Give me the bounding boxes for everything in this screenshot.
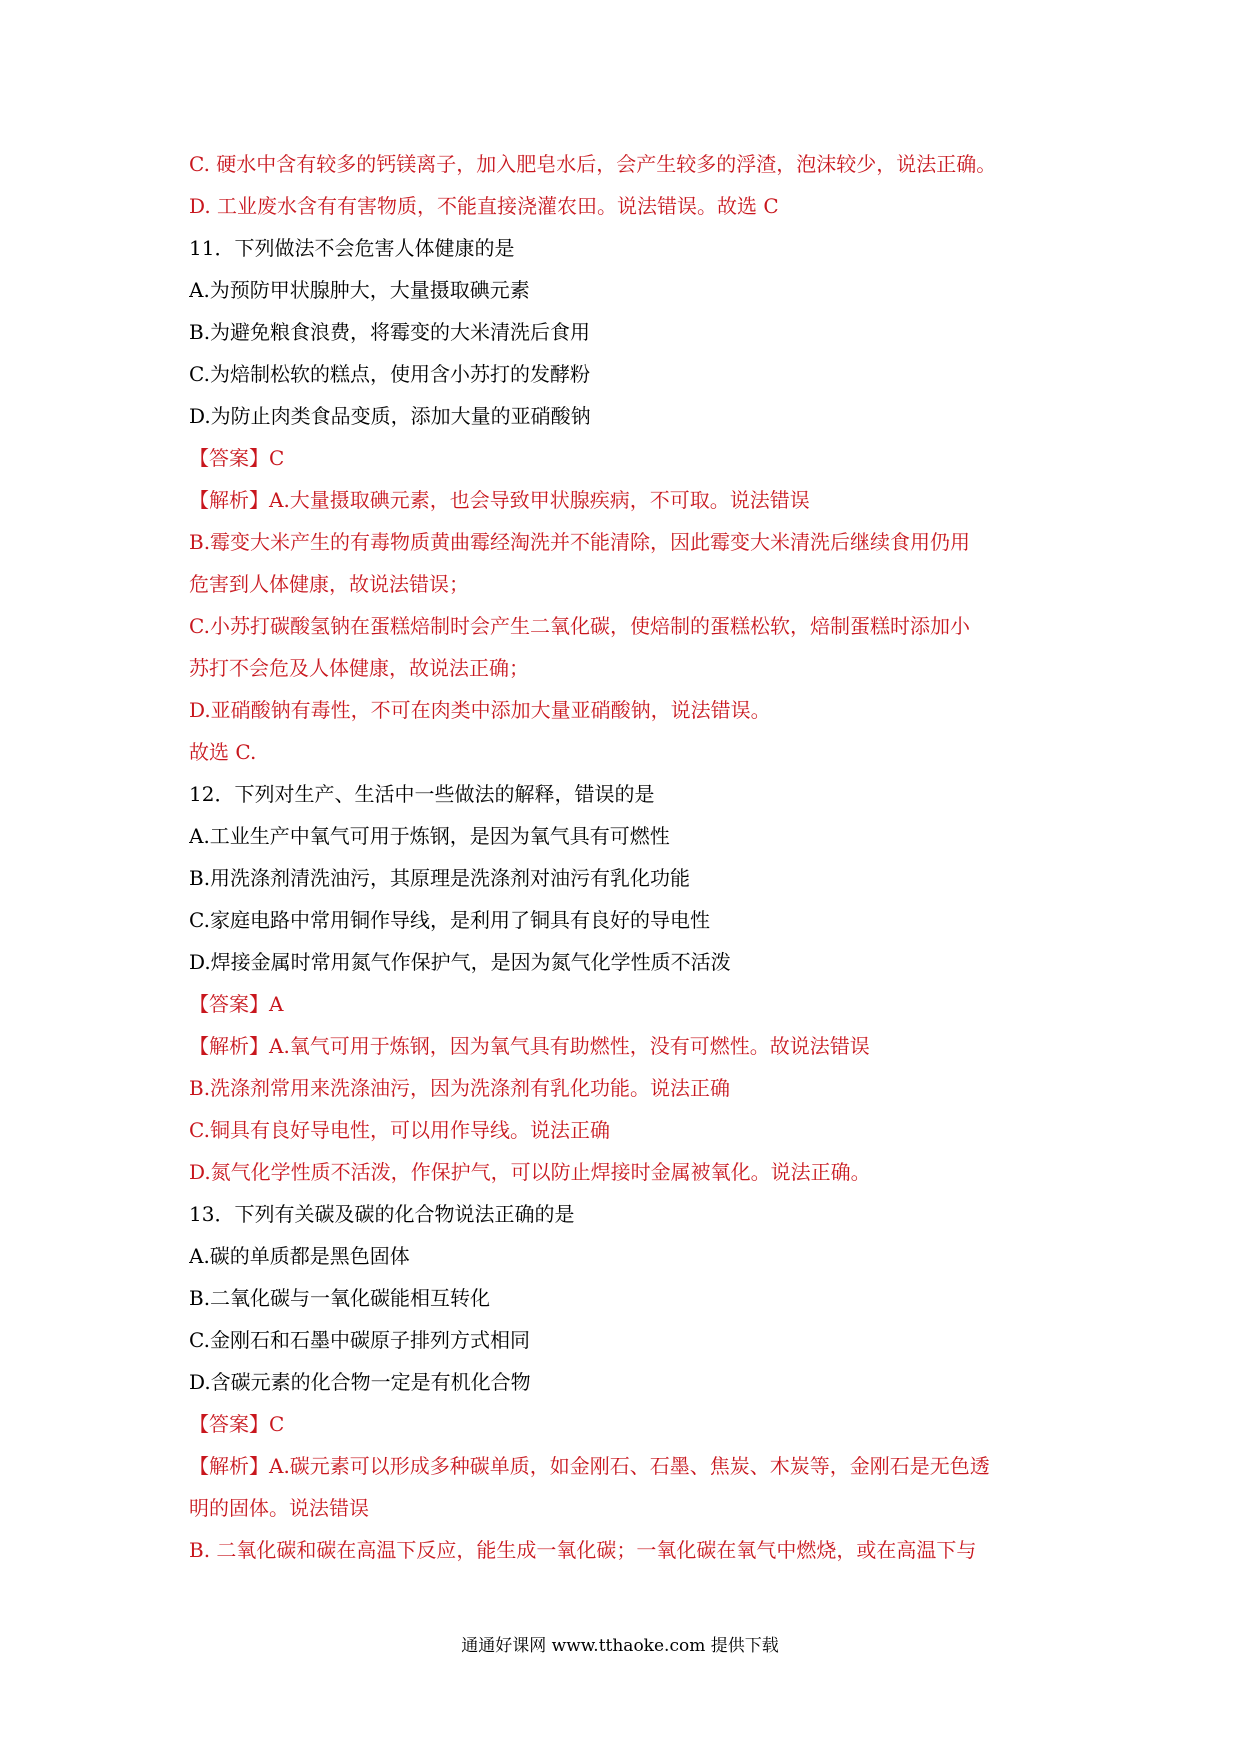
option-a: A.工业生产中氧气可用于炼钢，是因为氧气具有可燃性 [189, 824, 670, 848]
analysis-line: 明的固体。说法错误 [189, 1496, 369, 1520]
option-d: D.含碳元素的化合物一定是有机化合物 [189, 1370, 531, 1394]
analysis-line: 【解析】A.碳元素可以形成多种碳单质，如金刚石、石墨、焦炭、木炭等，金刚石是无色透 [189, 1454, 990, 1478]
text-line: C. 硬水中含有较多的钙镁离子，加入肥皂水后，会产生较多的浮渣，泡沫较少，说法正确。 [189, 152, 997, 176]
analysis-line: 【解析】A.氧气可用于炼钢，因为氧气具有助燃性，没有可燃性。故说法错误 [189, 1034, 870, 1058]
option-b: B.用洗涤剂清洗油污，其原理是洗涤剂对油污有乳化功能 [189, 866, 691, 890]
question-12: 12．下列对生产、生活中一些做法的解释，错误的是 [189, 782, 655, 806]
answer-line: 【答案】C [189, 446, 285, 470]
option-c: C.家庭电路中常用铜作导线，是利用了铜具有良好的导电性 [189, 908, 710, 932]
analysis-line: B.霉变大米产生的有毒物质黄曲霉经淘洗并不能清除，因此霉变大米清洗后继续食用仍用 [189, 530, 971, 554]
answer-line: 【答案】A [189, 992, 284, 1016]
answer-line: 【答案】C [189, 1412, 285, 1436]
analysis-line: B.洗涤剂常用来洗涤油污，因为洗涤剂有乳化功能。说法正确 [189, 1076, 731, 1100]
analysis-line: 危害到人体健康，故说法错误； [189, 572, 469, 596]
option-a: A.为预防甲状腺肿大，大量摄取碘元素 [189, 278, 530, 302]
text-line: D. 工业废水含有有害物质，不能直接浇灌农田。说法错误。故选 C [189, 194, 779, 218]
analysis-line: D.氮气化学性质不活泼，作保护气，可以防止焊接时金属被氧化。说法正确。 [189, 1160, 871, 1184]
option-d: D.为防止肉类食品变质，添加大量的亚硝酸钠 [189, 404, 591, 428]
question-13: 13．下列有关碳及碳的化合物说法正确的是 [189, 1202, 575, 1226]
analysis-line: C.小苏打碳酸氢钠在蛋糕焙制时会产生二氧化碳，使焙制的蛋糕松软，焙制蛋糕时添加小 [189, 614, 970, 638]
question-11: 11．下列做法不会危害人体健康的是 [189, 236, 515, 260]
option-a: A.碳的单质都是黑色固体 [189, 1244, 410, 1268]
option-c: C.金刚石和石墨中碳原子排列方式相同 [189, 1328, 530, 1352]
analysis-line: 苏打不会危及人体健康，故说法正确； [189, 656, 529, 680]
conclusion-line: 故选 C. [189, 740, 257, 764]
analysis-line: B. 二氧化碳和碳在高温下反应，能生成一氧化碳；一氧化碳在氧气中燃烧，或在高温下与 [189, 1538, 977, 1562]
analysis-line: D.亚硝酸钠有毒性，不可在肉类中添加大量亚硝酸钠，说法错误。 [189, 698, 771, 722]
option-c: C.为焙制松软的糕点，使用含小苏打的发酵粉 [189, 362, 590, 386]
option-b: B.二氧化碳与一氧化碳能相互转化 [189, 1286, 491, 1310]
page-footer: 通通好课网 www.tthaoke.com 提供下载 [461, 1636, 779, 1656]
analysis-line: C.铜具有良好导电性，可以用作导线。说法正确 [189, 1118, 610, 1142]
option-d: D.焊接金属时常用氮气作保护气，是因为氮气化学性质不活泼 [189, 950, 731, 974]
option-b: B.为避免粮食浪费，将霉变的大米清洗后食用 [189, 320, 591, 344]
analysis-line: 【解析】A.大量摄取碘元素，也会导致甲状腺疾病，不可取。说法错误 [189, 488, 810, 512]
